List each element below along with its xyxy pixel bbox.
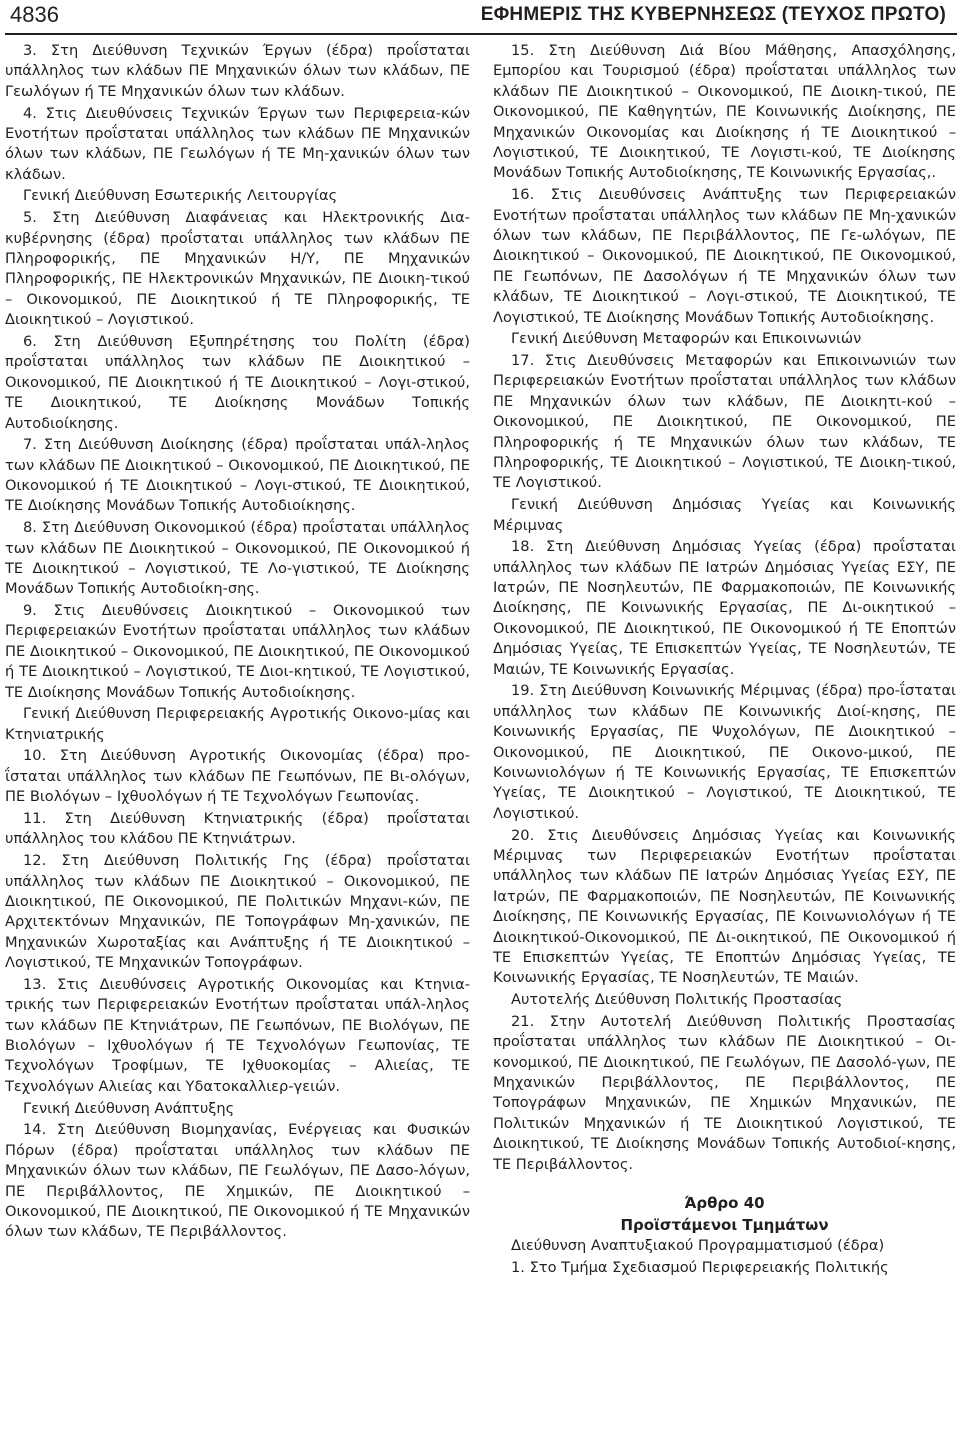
section-heading: Γενική Διεύθυνση Εσωτερικής Λειτουργίας [23, 187, 338, 205]
paragraph: 18. Στη Διεύθυνση Δημόσιας Υγείας (έδρα) προΐσταται υπάλληλος των κλάδων ΠΕ Ιατρών Δημόσιας Υγείας ΕΣΥ, ΠΕ Ιατρών, ΠΕ Νοσηλευτών, ΠΕ Φαρμακοποιών, ΠΕ Κοινωνικής Διοίκησης, ΠΕ Κοινωνικής Εργασίας, ΠΕ Δι-οικητικού – Οικονομικού, ΠΕ Διοικητικού, ΠΕ Οικονομικού ή ΤΕ Εποπτών Δημόσιας Υγείας, ΤΕ Επισκεπτών Υγείας, ΤΕ Νοσηλευτών, ΤΕ Μαιών, ΤΕ Κοινωνικής Εργασίας. [493, 538, 956, 678]
paragraph: 9. Στις Διευθύνσεις Διοικητικού – Οικονομικού των Περιφερειακών Ενοτήτων προΐσταται υπάλληλος των κλάδων ΠΕ Διοικητικού – Οικονομικού, ΠΕ Διοικητικού, ΠΕ Οικονομικού ή ΤΕ Διοικητικού – Λογιστικού, ΤΕ Διοι-κητικού, ΤΕ Λογιστικού, ΤΕ Διοίκησης Μονάδων Τοπικής Αυτοδιοίκησης. [5, 602, 470, 701]
paragraph: 16. Στις Διευθύνσεις Ανάπτυξης των Περιφερειακών Ενοτήτων προΐσταται υπάλληλος των κλάδων ΠΕ Μη-χανικών όλων των κλάδων, ΠΕ Περιβάλλοντος, ΠΕ Γε-ωλόγων, ΠΕ Διοικητικού – Οικονομικού, ΠΕ Διοικητικού, ΠΕ Οικονομικού, ΠΕ Γεωπόνων, ΠΕ Δασολόγων ή ΤΕ Μηχανικών όλων των κλάδων, ΤΕ Διοικητικού – Λογι-στικού, ΤΕ Διοικητικού, ΤΕ Λογιστικού, ΤΕ Διοίκησης Μονάδων Τοπικής Αυτοδιοίκησης. [493, 186, 956, 326]
paragraph: 3. Στη Διεύθυνση Τεχνικών Έργων (έδρα) προΐσταται υπάλληλος των κλάδων ΠΕ Μηχανικών όλων των κλάδων, ΠΕ Γεωλόγων ή ΤΕ Μηχανικών όλων των κλάδων. [5, 42, 470, 100]
page-number: 4836 [10, 2, 59, 27]
paragraph: 17. Στις Διευθύνσεις Μεταφορών και Επικοινωνιών των Περιφερειακών Ενοτήτων προΐσταται υπάλληλος των κλάδων ΠΕ Μηχανικών όλων των κλάδων, ΠΕ Διοικητι-κού – Οικονομικού, ΠΕ Διοικητικού, ΠΕ Οικονομικού, ΠΕ Πληροφορικής ή ΤΕ Μηχανικών όλων των κλάδων, ΤΕ Πληροφορικής, ΤΕ Διοικητικού – Λογιστικού, ΤΕ Διοικη-τικού, ΤΕ Λογιστικού. [493, 351, 956, 492]
section-heading: Γενική Διεύθυνση Ανάπτυξης [23, 1099, 235, 1117]
article-subtitle: Προϊστάμενοι Τμημάτων [620, 1215, 829, 1234]
section-heading: Γενική Διεύθυνση Μεταφορών και Επικοινωνιών [511, 330, 862, 348]
header-rule [5, 33, 957, 35]
section-heading: Γενική Διεύθυνση Δημόσιας Υγείας και Κοινωνικής Μέριμνας [493, 496, 956, 534]
right-column [493, 41, 956, 1426]
paragraph: 11. Στη Διεύθυνση Κτηνιατρικής (έδρα) προΐσταται υπάλληλος του κλάδου ΠΕ Κτηνιάτρων. [5, 810, 470, 848]
paragraph: 6. Στη Διεύθυνση Εξυπηρέτησης του Πολίτη (έδρα) προΐσταται υπάλληλος των κλάδων ΠΕ Διοικητικού – Οικονομικού, ΠΕ Διοικητικού ή ΤΕ Διοικητικού – Λογι-στικού, ΤΕ Διοικητικού, ΤΕ Διοίκησης Μονάδων Τοπικής Αυτοδιοίκησης. [5, 332, 470, 432]
paragraph: 8. Στη Διεύθυνση Οικονομικού (έδρα) προΐσταται υπάλληλος των κλάδων ΠΕ Διοικητικού – Οικονομικού, ΠΕ Οικονομικού ή ΤΕ Διοικητικού – Λογιστικού, ΤΕ Λο-γιστικού, ΤΕ Διοίκησης Μονάδων Τοπικής Αυτοδιοίκη-σης. [5, 519, 470, 598]
left-column [5, 41, 470, 1426]
paragraph: 20. Στις Διευθύνσεις Δημόσιας Υγείας και Κοινωνικής Μέριμνας των Περιφερειακών Ενοτήτων προΐσταται υπάλληλος των κλάδων ΠΕ Ιατρών Δημόσιας Υγείας ΕΣΥ, ΠΕ Ιατρών, ΠΕ Φαρμακοποιών, ΠΕ Νοσηλευτών, ΠΕ Κοινωνικής Διοίκησης, ΠΕ Κοινωνικής Εργασίας, ΠΕ Κοινωνιολόγων ή ΤΕ Διοικητικού-Οικονομικού, ΠΕ Δι-οικητικού, ΠΕ Οικονομικού ή ΤΕ Επισκεπτών Υγείας, ΤΕ Εποπτών Δημόσιας Υγείας, ΤΕ Κοινωνικής Εργασίας, ΤΕ Νοσηλευτών, ΤΕ Μαιών. [493, 826, 956, 987]
paragraph: 19. Στη Διεύθυνση Κοινωνικής Μέριμνας (έδρα) προ-ΐσταται υπάλληλος των κλάδων ΠΕ Κοινωνικής Διοί-κησης, ΠΕ Κοινωνικής Εργασίας, ΠΕ Ψυχολόγων, ΠΕ Διοικητικού – Οικονομικού, ΠΕ Διοικητικού, ΠΕ Οικονο-μικού, ΠΕ Κοινωνιολόγων ή ΤΕ Κοινωνικής Εργασίας, ΤΕ Επισκεπτών Υγείας, ΤΕ Διοικητικού – Λογιστικού, ΤΕ Διοικητικού, ΤΕ Λογιστικού. [493, 682, 956, 822]
page-header [0, 0, 960, 34]
paragraph: 1. Στο Τμήμα Σχεδιασμού Περιφερειακής Πολιτικής [511, 1259, 889, 1277]
article-title: Άρθρο 40 [684, 1194, 765, 1213]
section-heading: Αυτοτελής Διεύθυνση Πολιτικής Προστασίας [511, 991, 843, 1009]
paragraph: 7. Στη Διεύθυνση Διοίκησης (έδρα) προΐσταται υπάλ-ληλος των κλάδων ΠΕ Διοικητικού – Οικονομικού, ΠΕ Διοικητικού, ΠΕ Οικονομικού ή ΤΕ Διοικητικού – Λογι-στικού, ΤΕ Διοικητικού, ΤΕ Διοίκησης Μονάδων Τοπικής Αυτοδιοίκησης. [5, 436, 470, 515]
section-heading: Διεύθυνση Αναπτυξιακού Προγραμματισμού (έδρα) [511, 1237, 885, 1255]
paragraph: 4. Στις Διευθύνσεις Τεχνικών Έργων των Περιφερεια-κών Ενοτήτων προΐσταται υπάλληλος των κλάδων ΠΕ Μηχανικών όλων των κλάδων, ΠΕ Γεωλόγων ή ΤΕ Μη-χανικών όλων των κλάδων. [5, 104, 470, 183]
paragraph: 5. Στη Διεύθυνση Διαφάνειας και Ηλεκτρονικής Δια-κυβέρνησης (έδρα) προΐσταται υπάλληλος των κλάδων ΠΕ Πληροφορικής, ΠΕ Μηχανικών Η/Υ, ΠΕ Μηχανικών Πληροφορικής, ΠΕ Ηλεκτρονικών Μηχανικών, ΠΕ Διοικη-τικού – Οικονομικού, ΠΕ Διοικητικού ή ΤΕ Πληροφορικής, ΤΕ Διοικητικού – Λογιστικού. [5, 209, 470, 329]
section-heading: Γενική Διεύθυνση Περιφερειακής Αγροτικής Οικονο-μίας και Κτηνιατρικής [5, 705, 470, 743]
journal-title: ΕΦΗΜΕΡΙΣ ΤΗΣ ΚΥΒΕΡΝΗΣΕΩΣ (ΤΕΥΧΟΣ ΠΡΩΤΟ) [480, 4, 946, 25]
paragraph: 14. Στη Διεύθυνση Βιομηχανίας, Ενέργειας και Φυσικών Πόρων (έδρα) προΐσταται υπάλληλος των κλάδων ΠΕ Μηχανικών όλων των κλάδων, ΠΕ Γεωλόγων, ΠΕ Δασο-λόγων, ΠΕ Περιβάλλοντος, ΠΕ Χημικών, ΠΕ Διοικητικού – Οικονομικού, ΠΕ Διοικητικού, ΠΕ Οικονομικού ή ΤΕ Μηχανικών όλων των κλάδων, ΤΕ Περιβάλλοντος. [5, 1121, 470, 1241]
paragraph: 10. Στη Διεύθυνση Αγροτικής Οικονομίας (έδρα) προ-ΐσταται υπάλληλος των κλάδων ΠΕ Γεωπόνων, ΠΕ Βι-ολόγων, ΠΕ Βιολόγων – Ιχθυολόγων ή ΤΕ Τεχνολόγων Γεωπονίας. [5, 747, 470, 806]
paragraph: 12. Στη Διεύθυνση Πολιτικής Γης (έδρα) προΐσταται υπάλληλος των κλάδων ΠΕ Διοικητικού – Οικονομικού, ΠΕ Διοικητικού, ΠΕ Οικονομικού, ΠΕ Πολιτικών Μηχανι-κών, ΠΕ Αρχιτεκτόνων Μηχανικών, ΠΕ Τοπογράφων Μη-χανικών, ΠΕ Μηχανικών Χωροταξίας και Ανάπτυξης ή ΤΕ Διοικητικού – Λογιστικού, ΤΕ Μηχανικών Τοπογράφων. [5, 852, 470, 972]
paragraph: 15. Στη Διεύθυνση Διά Βίου Μάθησης, Απασχόλησης, Εμπορίου και Τουρισμού (έδρα) προΐσταται υπάλληλος των κλάδων ΠΕ Διοικητικού – Οικονομικού, ΠΕ Διοικη-τικού, ΠΕ Οικονομικού, ΠΕ Καθηγητών, ΠΕ Κοινωνικής Διοίκησης, ΠΕ Μηχανικών Οικονομίας και Διοίκησης ή ΤΕ Διοικητικού –Λογιστικού, ΤΕ Διοικητικού, ΤΕ Λογιστι-κού, ΤΕ Διοίκησης Μονάδων Τοπικής Αυτοδιοίκησης, ΤΕ Κοινωνικής Εργασίας,. [493, 42, 956, 182]
paragraph: 21. Στην Αυτοτελή Διεύθυνση Πολιτικής Προστασίας προΐσταται υπάλληλος των κλάδων ΠΕ Διοικητικού – Οι-κονομικού, ΠΕ Διοικητικού, ΠΕ Γεωλόγων, ΠΕ Δασολό-γων, ΠΕ Μηχανικών Περιβάλλοντος, ΠΕ Περιβάλλοντος, ΠΕ Τοπογράφων Μηχανικών, ΠΕ Χημικών Μηχανικών, ΠΕ Πολιτικών Μηχανικών ή ΤΕ Διοικητικού Λογιστικού, ΤΕ Διοικητικού, ΤΕ Διοίκησης Μονάδων Τοπικής Αυτοδιοί-κησης, ΤΕ Περιβάλλοντος. [493, 1012, 956, 1173]
paragraph: 13. Στις Διευθύνσεις Αγροτικής Οικονομίας και Κτηνια-τρικής των Περιφερειακών Ενοτήτων προΐσταται υπάλ-ληλος των κλάδων ΠΕ Κτηνιάτρων, ΠΕ Γεωπόνων, ΠΕ Βιολόγων, ΠΕ Βιολόγων – Ιχθυολόγων ή ΤΕ Τεχνολόγων Γεωπονίας, ΤΕ Τεχνολόγων Τροφίμων, ΤΕ Ιχθυοκομίας – Αλιείας, ΤΕ Τεχνολόγων Αλιείας και Υδατοκαλλιερ-γειών. [5, 975, 470, 1095]
